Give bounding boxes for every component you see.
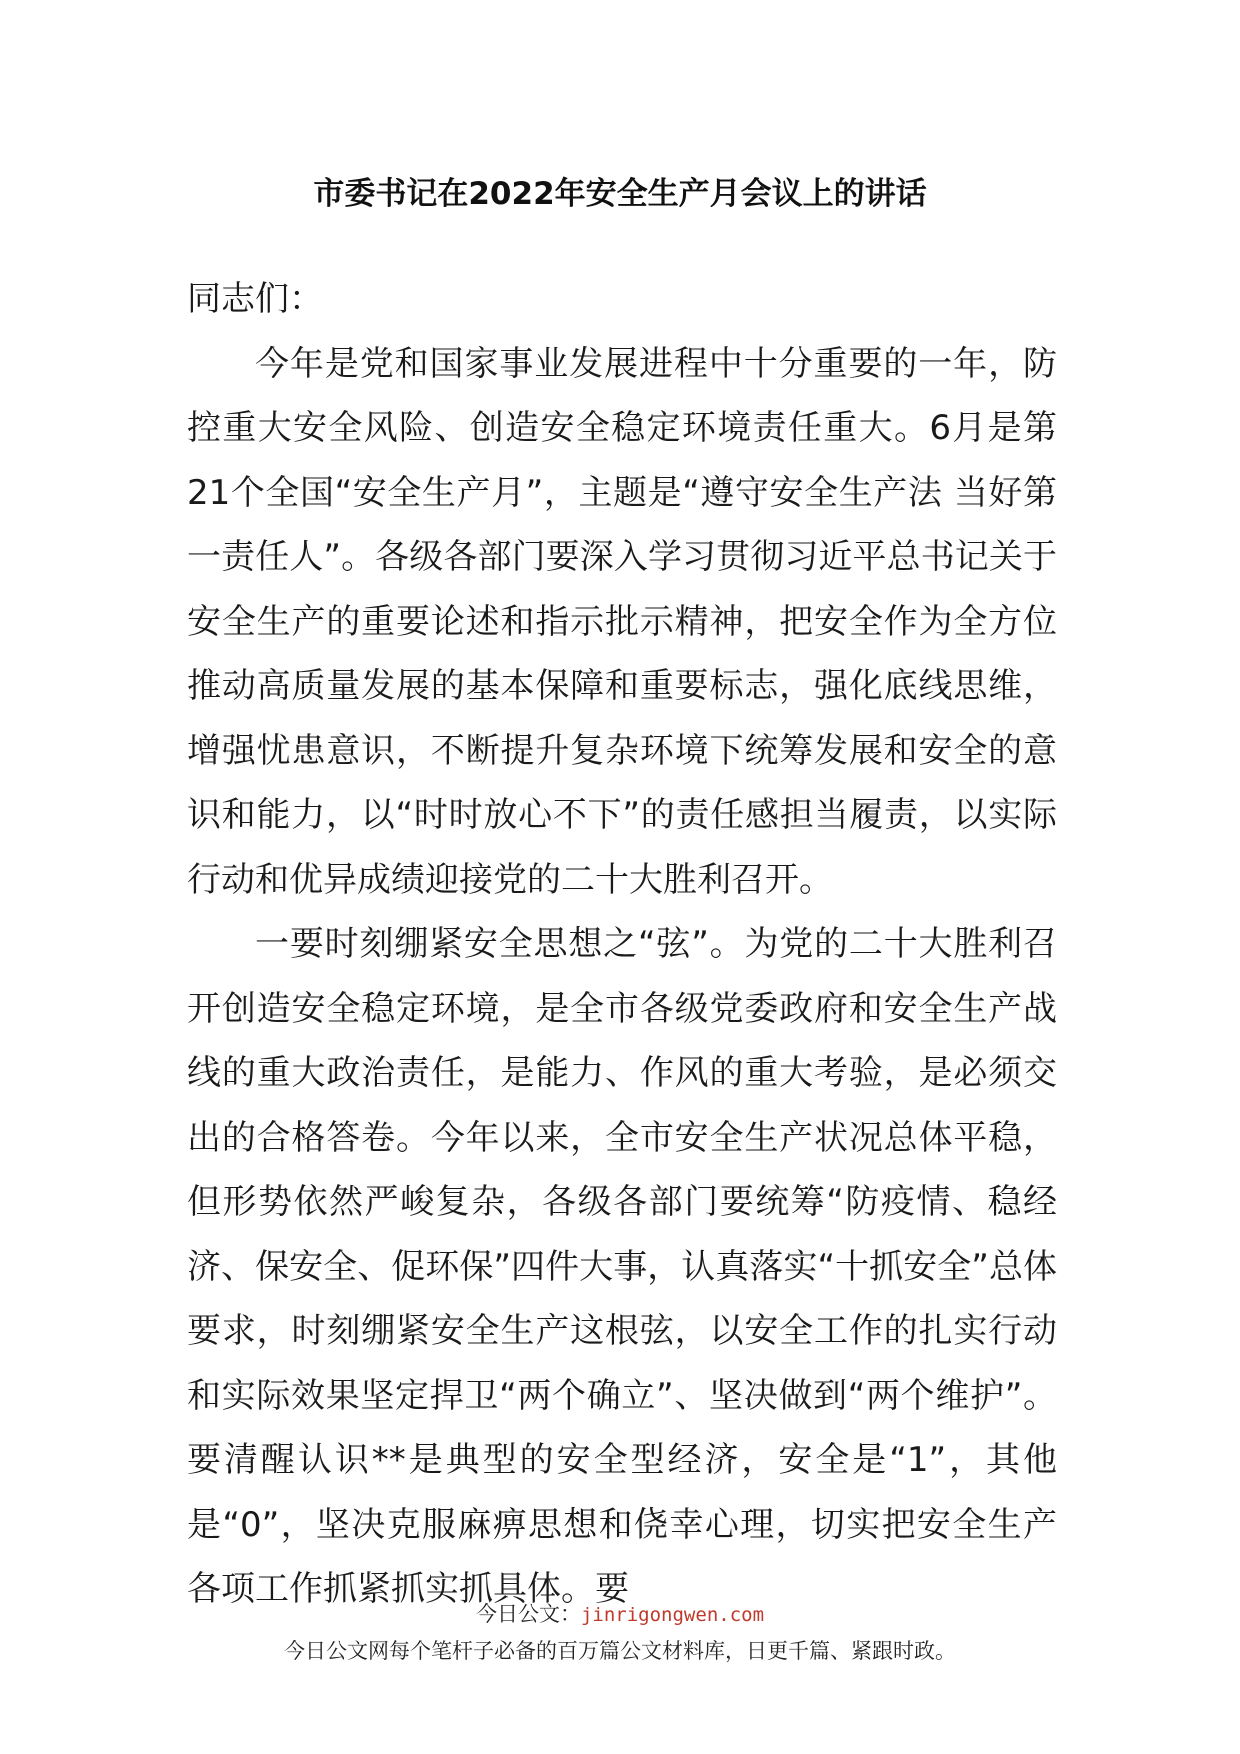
footer-description: 今日公文网每个笔杆子必备的百万篇公文材料库，日更千篇、紧跟时政。	[284, 1639, 956, 1663]
footer-source-label: 今日公文：	[475, 1602, 581, 1626]
footer-source-url[interactable]: jinrigongwen.com	[580, 1604, 765, 1626]
paragraph-intro: 今年是党和国家事业发展进程中十分重要的一年，防控重大安全风险、创造安全稳定环境责任重大。6月是第21个全国“安全生产月”，主题是“遵守安全生产法 当好第一责任人”。各级各部门要深入学习贯彻习近平总书记关于安全生产的重要论述和指示批示精神，把安全作为全方位推动高质量发展的基本保障和重要标志，强化底线思维，增强忧患意识，不断提升复杂环境下统筹发展和安全的意识和能力，以“时时放心不下”的责任感担当履责，以实际行动和优异成绩迎接党的二十大胜利召开。	[187, 343, 1057, 900]
salutation: 同志们：	[187, 279, 323, 319]
paragraph-first-point: 一要时刻绷紧安全思想之“弦”。为党的二十大胜利召开创造安全稳定环境，是全市各级党委政府和安全生产战线的重大政治责任，是能力、作风的重大考验，是必须交出的合格答卷。今年以来，全市安全生产状况总体平稳，但形势依然严峻复杂，各级各部门要统筹“防疫情、稳经济、保安全、促环保”四件大事，认真落实“十抓安全”总体要求，时刻绷紧安全生产这根弦，以安全工作的扎实行动和实际效果坚定捍卫“两个确立”、坚决做到“两个维护”。要清醒认识**是典型的安全型经济，安全是“1”，其他是“0”，坚决克服麻痹思想和侥幸心理，切实把安全生产各项工作抓紧抓实抓具体。要	[187, 924, 1057, 1609]
document-title: 市委书记在2022年安全生产月会议上的讲话	[313, 176, 927, 212]
footer-source	[0, 1598, 1240, 1628]
document-body	[187, 267, 1057, 1622]
